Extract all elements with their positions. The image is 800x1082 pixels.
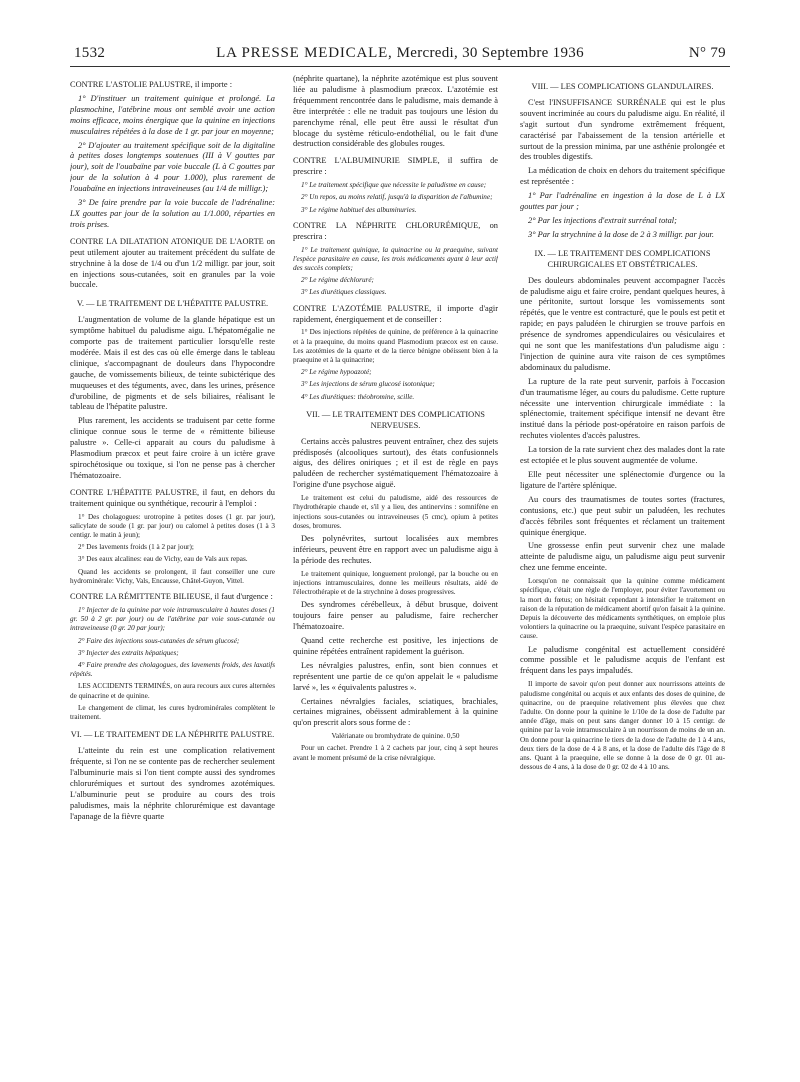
list-item: 2° Un repos, au moins relatif, jusqu'à la disparition de l'albumine; — [301, 193, 493, 202]
paragraph: 3° De faire prendre par la voie buccale de l'adrénaline: LX gouttes par jour de la solution au 1/1.000, réparties en trois prises. — [70, 198, 275, 229]
list-item: 3° Les injections de sérum glucosé isotonique; — [301, 380, 435, 389]
paragraph: CONTRE LA NÉPHRITE CHLORURÉMIQUE, on prescrira : — [293, 220, 498, 241]
paragraph: Le traitement quinique, longuement prolongé, par la bouche ou en injections intramusculaires, donne les meilleurs résultats, aidé de l'électrothérapie et de la strychnine à doses progressives. — [293, 569, 498, 597]
paragraph: Quand cette recherche est positive, les injections de quinine répétées entraînent rapidement la guérison. — [293, 636, 498, 656]
section-heading: VIII. — LES COMPLICATIONS GLANDULAIRES. — [531, 82, 714, 91]
paragraph: CONTRE LA RÉMITTENTE BILIEUSE, il faut d'urgence : — [70, 592, 273, 602]
list-item: 3° Le régime habituel des albuminuries. — [301, 205, 417, 214]
paragraph: Elle peut nécessiter une splénectomie d'urgence ou la ligature de l'artère splénique. — [520, 470, 725, 490]
paragraph: Certains accès palustres peuvent entraîner, chez des sujets prédisposés (alcooliques surtout), des états confusionnels aigus, des délires oniriques ; et il est de règle en pays paludéen de rechercher systématiquement l'hématozoaire à l'origine d'une psychose aiguë. — [293, 436, 498, 490]
prescription-note: Pour un cachet. Prendre 1 à 2 cachets par jour, cinq à sept heures avant le moment présumé de la crise névralgique. — [293, 744, 498, 762]
paragraph: Le paludisme congénital est actuellement considéré comme possible et le paludisme acquis de l'enfant est fréquent dans les pays impaludés. — [520, 644, 725, 676]
paragraph: CONTRE LA DILATATION ATONIQUE DE L'AORTE on peut utilement ajouter au traitement précédent du sulfate de strychnine à la dose de 1/4 ou d'un 1/2 milligr. par jour, soit en injections sous-cutanées, soit en granules par la voie buccale. — [70, 236, 275, 290]
paragraph: La torsion de la rate survient chez des malades dont la rate est ectopiée et le plus souvent augmentée de volume. — [520, 445, 725, 466]
list-item: 1° Injecter de la quinine par voie intramusculaire à hautes doses (1 gr. 50 à 2 gr. par jour) ou de l'atébrine par voie sous-cutanée ou intraveineuse (0 gr. 20 par jour); — [70, 605, 275, 633]
issue-number: N° 79 — [688, 45, 726, 61]
list-item: 1° Par l'adrénaline en ingestion à la dose de L à LX gouttes par jour ; — [520, 191, 725, 212]
paragraph: La rupture de la rate peut survenir, parfois à l'occasion d'un traumatisme léger, au cours du paludisme. Cette rupture nécessite une intervention chirurgicale immédiate : la splénectomie, traitement spécifique intensif ne devant être institué dans la période post-opératoire en raison parfois de rechutes violentes d'accès palustres. — [520, 376, 725, 441]
paragraph: Des polynévrites, surtout localisées aux membres inférieurs, peuvent être en rapport avec un paludisme aigu à la période des rechutes. — [293, 533, 498, 565]
paragraph: CONTRE L'ALBUMINURIE SIMPLE, il suffira de prescrire : — [293, 156, 498, 177]
paragraph: C'est l'INSUFFISANCE SURRÉNALE qui est le plus souvent incriminée au cours du paludisme aigu. En réalité, il s'agit surtout d'un syndrome extrêmement fréquent, caractérisé par l'abaissement de la tension artérielle et surtout de la pression minima, par une asthénie prolongée et des troubles digestifs. — [520, 97, 725, 162]
list-item: 1° Des injections répétées de quinine, de préférence à la quinacrine et à la praequine, du moins quand Plasmodium præcox est en cause. Les azotémies de la quarte et de la tierce bénigne obéissent bien à la praequine et à la quinacrine; — [293, 328, 498, 365]
list-item: 3° Par la strychnine à la dose de 2 à 3 milligr. par jour. — [528, 229, 714, 239]
paragraph: CONTRE L'AZOTÉMIE PALUSTRE, il importe d'agir rapidement, énergiquement et de conseiller : — [293, 303, 498, 324]
paragraph: Une grossesse enfin peut survenir chez une malade atteinte de paludisme aigu, un paludisme aigu peut survenir chez une femme enceinte. — [520, 541, 725, 573]
list-item: 2° Le régime déchloruré; — [301, 276, 374, 285]
list-item: 1° Des cholagogues: urotropine à petites doses (1 gr. par jour), salicylate de soude (1 gr. par jour) ou calomel à petites doses (1 à 3 centigr. le matin à jeun); — [70, 512, 275, 540]
section-heading: V. — LE TRAITEMENT DE L'HÉPATITE PALUSTRE. — [76, 299, 269, 309]
list-item: 1° Le traitement quinique, la quinacrine ou la praequine, suivant l'espèce parasitaire en cause, les trois médicaments ayant à leur actif des succès complets; — [293, 245, 498, 272]
list-item: 2° Faire des injections sous-cutanées de sérum glucosé; — [78, 636, 240, 645]
paragraph: 2° D'ajouter au traitement spécifique soit de la digitaline à petites doses longtemps soutenues (III à V gouttes par jour), soit de l'ouabaïne par voie buccale (L à C gouttes par jour de la solution à 4 pour 1.000), plus rarement de l'ouabaïne en injections intraveineuses (au 1/4 de milligr.); — [70, 140, 275, 194]
paragraph: (néphrite quartane), la néphrite azotémique est plus souvent liée au paludisme à plasmodium præcox. L'azotémie est fréquemment rencontrée dans le paludisme, mais demande à être interprétée : elle ne traduit pas toujours une lésion du parenchyme rénal, elle peut être aussi le résultat d'un blocage du système réticulo-endothélial, ou le fait d'une destruction considérable des globules rouges. — [293, 74, 498, 149]
section-heading: VI. — LE TRAITEMENT DE LA NÉPHRITE PALUSTRE. — [70, 730, 275, 740]
paragraph: Plus rarement, les accidents se traduisent par cette forme clinique connue sous le terme de « rémittente bilieuse palustre ». Celle-ci apparait au cours du paludisme à Plasmodium præcox et peut faire croire à un ictère grave spirochétosique ou toxique, si l'on ne pense pas à chercher l'hématozoaire. — [70, 416, 275, 480]
column-left — [70, 74, 275, 1064]
paragraph: Quand les accidents se prolongent, il faut conseiller une cure hydrominérale: Vichy, Vals, Encausse, Châtel-Guyon, Vittel. — [70, 567, 275, 585]
column-right — [520, 74, 725, 1064]
paragraph: Le changement de climat, les cures hydrominérales complètent le traitement. — [70, 703, 275, 721]
paragraph: 1° D'instituer un traitement quinique et prolongé. La plasmochine, l'atébrine mous ont semblé avoir une action moins efficace, moins énergique que la quinine en injections musculaires répétées à la dose de 1 gr. par jour en moyenne; — [70, 93, 275, 136]
section-heading: VII. — LE TRAITEMENT DES COMPLICATIONS NERVEUSES. — [306, 409, 485, 430]
paragraph: LES ACCIDENTS TERMINÉS, on aura recours aux cures alternées de quinacrine et de quinine. — [70, 682, 275, 700]
journal-title-line — [70, 45, 730, 62]
header-rule — [70, 66, 730, 67]
paragraph: L'atteinte du rein est une complication relativement fréquente, si l'on ne se contente pas de rechercher seulement l'albuminurie mais si l'on tient compte aussi des syndromes chlorurémiques et surtout des syndromes azotémiques. L'albuminurie peut se produire au cours des trois paludismes, mais la néphrite chlorurémique est davantage l'apanage de la fièvre quarte — [70, 746, 275, 821]
paragraph: Les névralgies palustres, enfin, sont bien connues et représentent une partie de ce qu'on appelait le « paludisme larvé », les « équivalents palustres ». — [293, 660, 498, 692]
list-item: 2° Des lavements froids (1 à 2 par jour); — [78, 543, 194, 552]
paragraph: Des douleurs abdominales peuvent accompagner l'accès de paludisme aigu et faire croire, pendant quelques heures, à une péritonite, surtout lorsque les vomissements sont répétés, que le ventre est contracturé, que le pouls est petit et rapide; en pays paludéen le chirurgien se trouve parfois en présence de syndromes appendiculaires ou vésiculaires et qui ne sont que les manifestations d'un paludisme aigu : l'injection de quinine aura vite raison de ces symptômes abdominaux du paludisme. — [520, 275, 725, 372]
list-item: 2° Le régime hypoazoté; — [301, 368, 372, 377]
paragraph: Certaines névralgies faciales, sciatiques, brachiales, certaines migraines, obéissent admirablement à la quinine qu'on prescrit alors sous forme de : — [293, 696, 498, 728]
page-number: 1532 — [74, 45, 106, 61]
paragraph: Le traitement est celui du paludisme, aidé des ressources de l'hydrothérapie chaude et, s'il y a lieu, des antinervins : somnifène en injections sous-cutanées ou intraveineuses (5 cmc), opium à petites doses, bromures. — [293, 494, 498, 530]
list-item: 4° Les diurétiques: théobromine, scille. — [301, 392, 415, 401]
paragraph: Lorsqu'on ne connaissait que la quinine comme médicament spécifique, c'était une règle de l'employer, pour éviter l'avortement ou la mort du fœtus; on hésitait cependant à intensifier le traitement en raison de la réputation de médicament abortif qu'on faisait à la quinine. Depuis la découverte des médicaments synthétiques, on emploie plus volontiers la quinacrine ou la praequine, suivant l'espèce parasitaire en cause. — [520, 577, 725, 641]
paragraph: L'augmentation de volume de la glande hépatique est un symptôme habituel du paludisme aigu. L'hépatomégalie ne comporte pas de traitement particulier lorsqu'elle reste modérée. Mais il est des cas où elle émerge dans le tableau clinique, s'accompagnant de douleurs dans l'hypocondre gauche, de vomissements bilieux, de teinte subictérique des muqueuses et des téguments, avec, dans les urines, présence d'urobiline, de pigments et de sels biliaires, réalisant le tableau de l'hépatite palustre. — [70, 315, 275, 412]
paragraph: La médication de choix en dehors du traitement spécifique est représentée : — [520, 166, 725, 187]
journal-title: LA PRESSE MEDICALE, — [216, 45, 393, 61]
list-item: 3° Des eaux alcalines: eau de Vichy, eau de Vals aux repas. — [78, 555, 248, 564]
list-item: 3° Les diurétiques classiques. — [301, 288, 387, 297]
list-item: 1° Le traitement spécifique que nécessite le paludisme en cause; — [301, 181, 487, 190]
section-heading: IX. — LE TRAITEMENT DES COMPLICATIONS CHIRURGICALES ET OBSTÉTRICALES. — [534, 248, 711, 269]
paragraph: Des syndromes cérébelleux, à début brusque, doivent toujours faire penser au paludisme, faire rechercher l'hématozoaire. — [293, 600, 498, 632]
paragraph: Au cours des traumatismes de toutes sortes (fractures, contusions, etc.) que peut subir un paludéen, les rechutes d'accès fébriles sont fréquentes et réclament un traitement quinique énergique. — [520, 494, 725, 537]
list-item: 3° Injecter des extraits hépatiques; — [78, 648, 179, 657]
list-item: 4° Faire prendre des cholagogues, des lavements froids, des laxatifs répétés. — [70, 660, 275, 679]
column-middle — [293, 74, 498, 1064]
issue-date: Mercredi, 30 Septembre 1936 — [396, 45, 584, 61]
paragraph: CONTRE L'ASTOLIE PALUSTRE, il importe : — [70, 80, 233, 89]
prescription: Valérianate ou bromhydrate de quinine. 0,50 — [331, 732, 460, 741]
list-item: 2° Par les injections d'extrait surrénal total; — [528, 215, 677, 225]
paragraph: CONTRE L'HÉPATITE PALUSTRE, il faut, en dehors du traitement quinique ou synthétique, recourir à l'emploi : — [70, 487, 275, 508]
paragraph: Il importe de savoir qu'on peut donner aux nourrissons atteints de paludisme congénital ou acquis et aux enfants des doses de quinine, de quinacrine, ou de praequine relativement plus élevées que chez l'adulte. On donne pour la quinine le 1/10e de la dose de l'adulte par année d'âge, mais on peut sans danger donner 10 à 15 centigr. de quinine par la voie intramusculaire à un nourrisson de moins de un an. On donne pour la quinacrine le tiers de la dose de l'adulte de 1 à 4 ans, deux tiers de la dose de 4 à 8 ans, et la dose de l'adulte dès l'âge de 8 ans. Quant à la praequine, elle se donne à la dose de 0 gr. 01 au-dessous de 4 ans, à la dose de 0 gr. 02 de 4 à 10 ans. — [520, 680, 725, 772]
